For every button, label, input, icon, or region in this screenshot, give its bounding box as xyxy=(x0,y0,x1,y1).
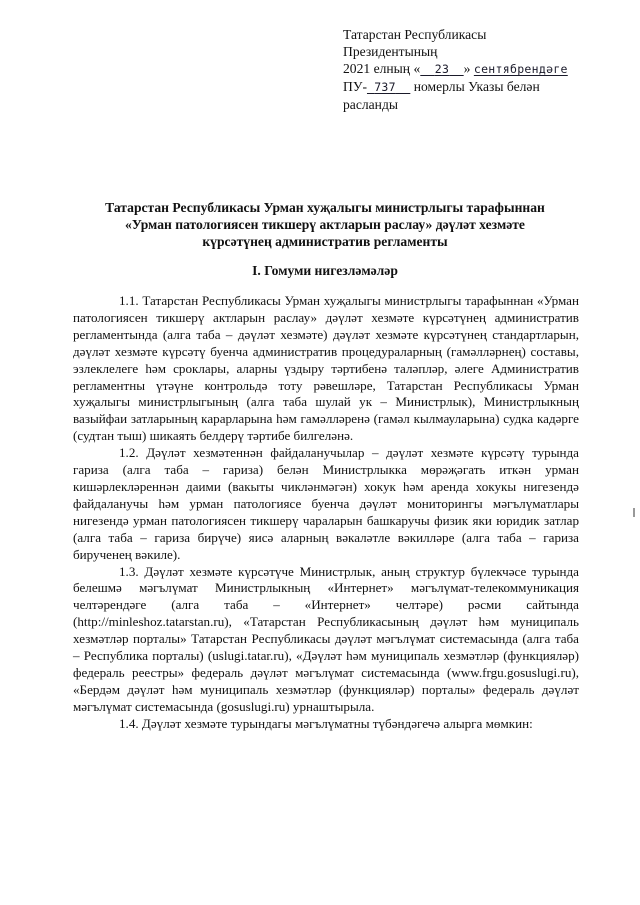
title-line-2: «Урман патологиясен тикшерү актларын раслау» дәүләт хезмәте xyxy=(125,217,525,232)
approval-day: 23 xyxy=(434,62,450,76)
paragraph-1-4: 1.4. Дәүләт хезмәте турындагы мәгълүматны түбәндәгечә алырга мөмкин: xyxy=(119,715,533,731)
approval-decree-line xyxy=(343,78,603,96)
approval-day-close: » xyxy=(463,61,471,76)
approval-decree-suffix: номерлы Указы белән xyxy=(413,79,540,94)
title-line-3: күрсәтүнең административ регламенты xyxy=(202,234,448,249)
approval-decree-number: 737 xyxy=(374,80,396,94)
title-line-1: Татарстан Республикасы Урман хуҗалыгы министрлыгы тарафыннан xyxy=(105,200,545,215)
approval-line-5: расланды xyxy=(343,97,399,112)
approval-decree-prefix: ПУ- xyxy=(343,79,367,94)
paragraph-1-2: 1.2. Дәүләт хезмәтеннән файдаланучылар – дәүләт хезмәте күрсәтү турында гариза (алга таба – гариза) белән Министрлыкка мөрәҗәгать иткән урман кишәрлекләреннән даими (вакыты чикләнмәгән) хокук һәм аренда хокукы нигезендә файдаланучы һәм урман патологиясе буенча дәүләт мониторингы мәгълүматлары нигезендә урман патологиясен тикшерү чараларын башкаручы физик яки юридик затлар (алга таба – гариза бирүче) яисә аларның вәкаләтле вәкилләре (алга таба – гариза бирученең вәкиле). xyxy=(73,445,579,562)
paragraph-1-1: 1.1. Татарстан Республикасы Урман хуҗалыгы министрлыгы тарафыннан «Урман патологиясен тикшерү актларын раслау» дәүләт хезмәте күрсәтүнең административ регламентында (алга таба – дәүләт хезмәте) дәүләт хезмәте күрсәтүнең стандартларын, дәүләт хезмәте күрсәтү буенча административ процедураларның (гамәлләрнең) составы, эзлеклелеге һәм сроклары, аларны үздыру тәртибенә таләпләр, әлеге Административ регламентны үтәүне контрольдә тоту рәвешләре, Татарстан Республикасы Урман хуҗалыгы министрлыгының (алга таба шулай ук – Министрлык), Министрлыкның вазыйфаи затларының карарларына һәм гамәлләренә (гамәл кылмауларына) судка кадәрге (судтан тыш) шикаять белдерү тәртибе билгеләнә. xyxy=(73,293,579,444)
approval-date-line xyxy=(343,60,603,78)
section-heading: I. Гомуми нигезләмәләр xyxy=(252,263,398,278)
document-body xyxy=(73,293,579,733)
approval-stamp xyxy=(343,26,603,113)
approval-line-1: Татарстан Республикасы xyxy=(343,27,487,42)
approval-line-2: Президентының xyxy=(343,44,438,59)
paragraph-1-3: 1.3. Дәүләт хезмәте күрсәтүче Министрлык, аның структур бүлекчәсе турында белешмә мәгълүмат Министрлыкның «Интернет» мәгълүмат-телекоммуникация челтәрендәге (алга таба – «Интернет» челтәре) рәсми сайтында (http://minleshoz.tatarstan.ru), «Татарстан Республикасының дәүләт һәм муниципаль хезмәтләр порталы» Татарстан Республикасы дәүләт мәгълүмат системасында (алга таба – Республика порталы) (uslugi.tatar.ru), «Дәүләт һәм муниципаль хезмәтләр (функцияләр) федераль реестры» федераль дәүләт мәгълүмат системасында (www.frgu.gosuslugi.ru), «Бердәм дәүләт һәм муниципаль хезмәтләр (функцияләр) порталы» федераль дәүләт мәгълүмат системасында (gosuslugi.ru) урнаштырыла. xyxy=(73,563,579,714)
approval-year-text: 2021 елның « xyxy=(343,61,421,76)
approval-month: сентябрендәге xyxy=(473,62,568,76)
scan-artifact-mark xyxy=(633,508,635,517)
document-title xyxy=(60,199,590,250)
